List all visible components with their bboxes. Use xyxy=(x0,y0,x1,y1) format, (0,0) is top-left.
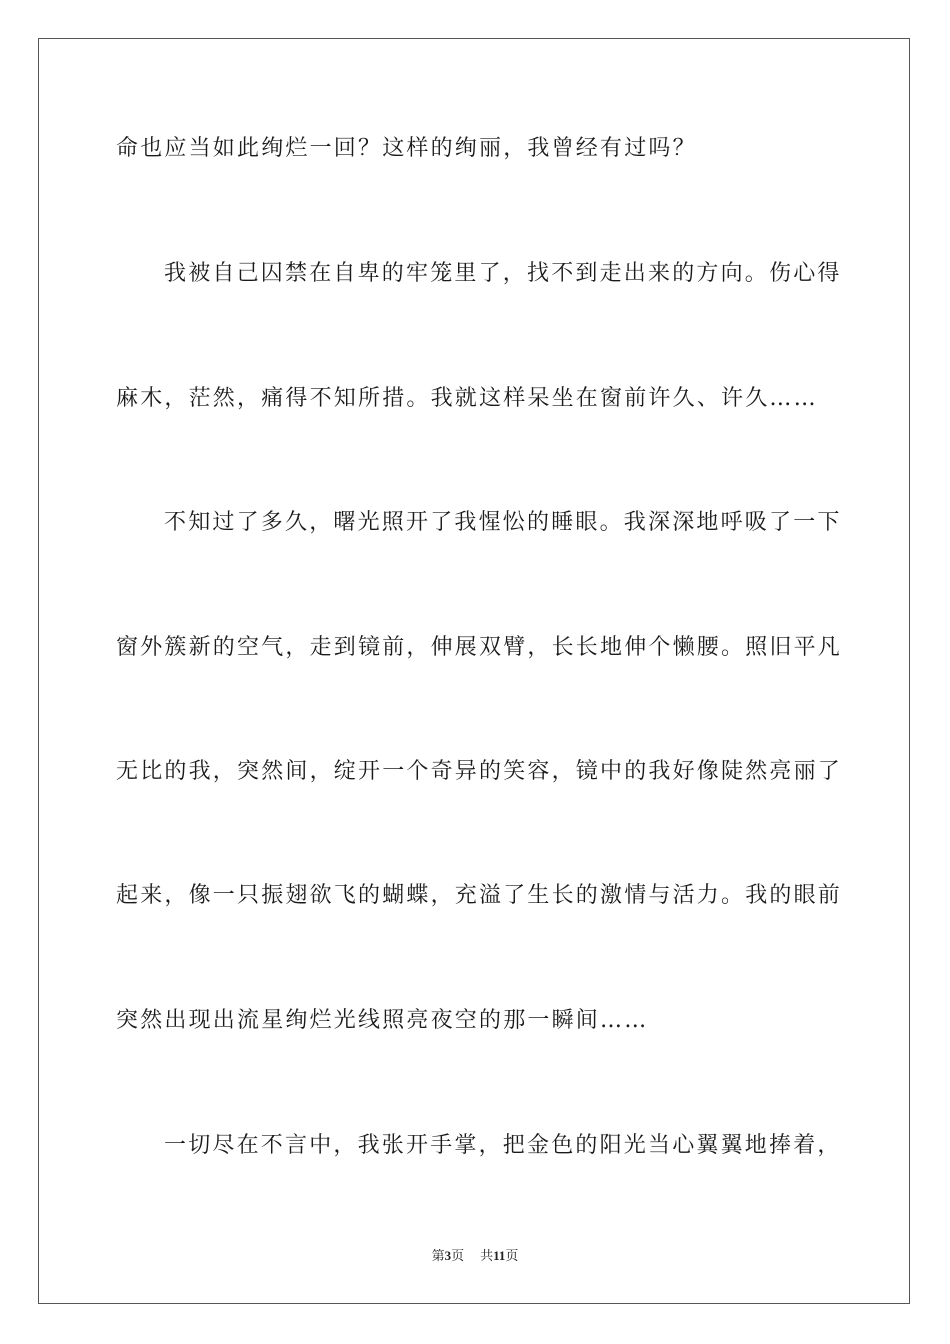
text-line-8: 突然出现出流星绚烂光线照亮夜空的那一瞬间…… xyxy=(116,1008,649,1033)
text-line-3: 麻木，茫然，痛得不知所措。我就这样呆坐在窗前许久、许久…… xyxy=(116,386,818,411)
page-prefix: 第 xyxy=(431,1248,445,1263)
text-line-5: 窗外簇新的空气，走到镜前，伸展双臂，长长地伸个懒腰。照旧平凡 xyxy=(116,635,843,660)
total-pages: 11 xyxy=(493,1248,506,1263)
total-prefix: 共 xyxy=(480,1248,494,1263)
text-line-1: 命也应当如此绚烂一回？这样的绚丽，我曾经有过吗？ xyxy=(116,136,697,161)
page-footer xyxy=(0,1247,950,1265)
text-line-6: 无比的我，突然间，绽开一个奇异的笑容，镜中的我好像陡然亮丽了 xyxy=(116,759,843,784)
text-line-7: 起来，像一只振翅欲飞的蝴蝶，充溢了生长的激情与活力。我的眼前 xyxy=(116,883,843,908)
text-line-9: 一切尽在不言中，我张开手掌，把金色的阳光当心翼翼地捧着， xyxy=(164,1133,842,1158)
text-line-4: 不知过了多久，曙光照开了我惺忪的睡眼。我深深地呼吸了一下 xyxy=(164,510,842,535)
page-number: 3 xyxy=(444,1248,452,1263)
page-suffix: 页 xyxy=(451,1248,465,1263)
text-line-2: 我被自己囚禁在自卑的牢笼里了，找不到走出来的方向。伤心得 xyxy=(164,261,842,286)
total-suffix: 页 xyxy=(505,1248,519,1263)
page-border xyxy=(38,38,910,1304)
